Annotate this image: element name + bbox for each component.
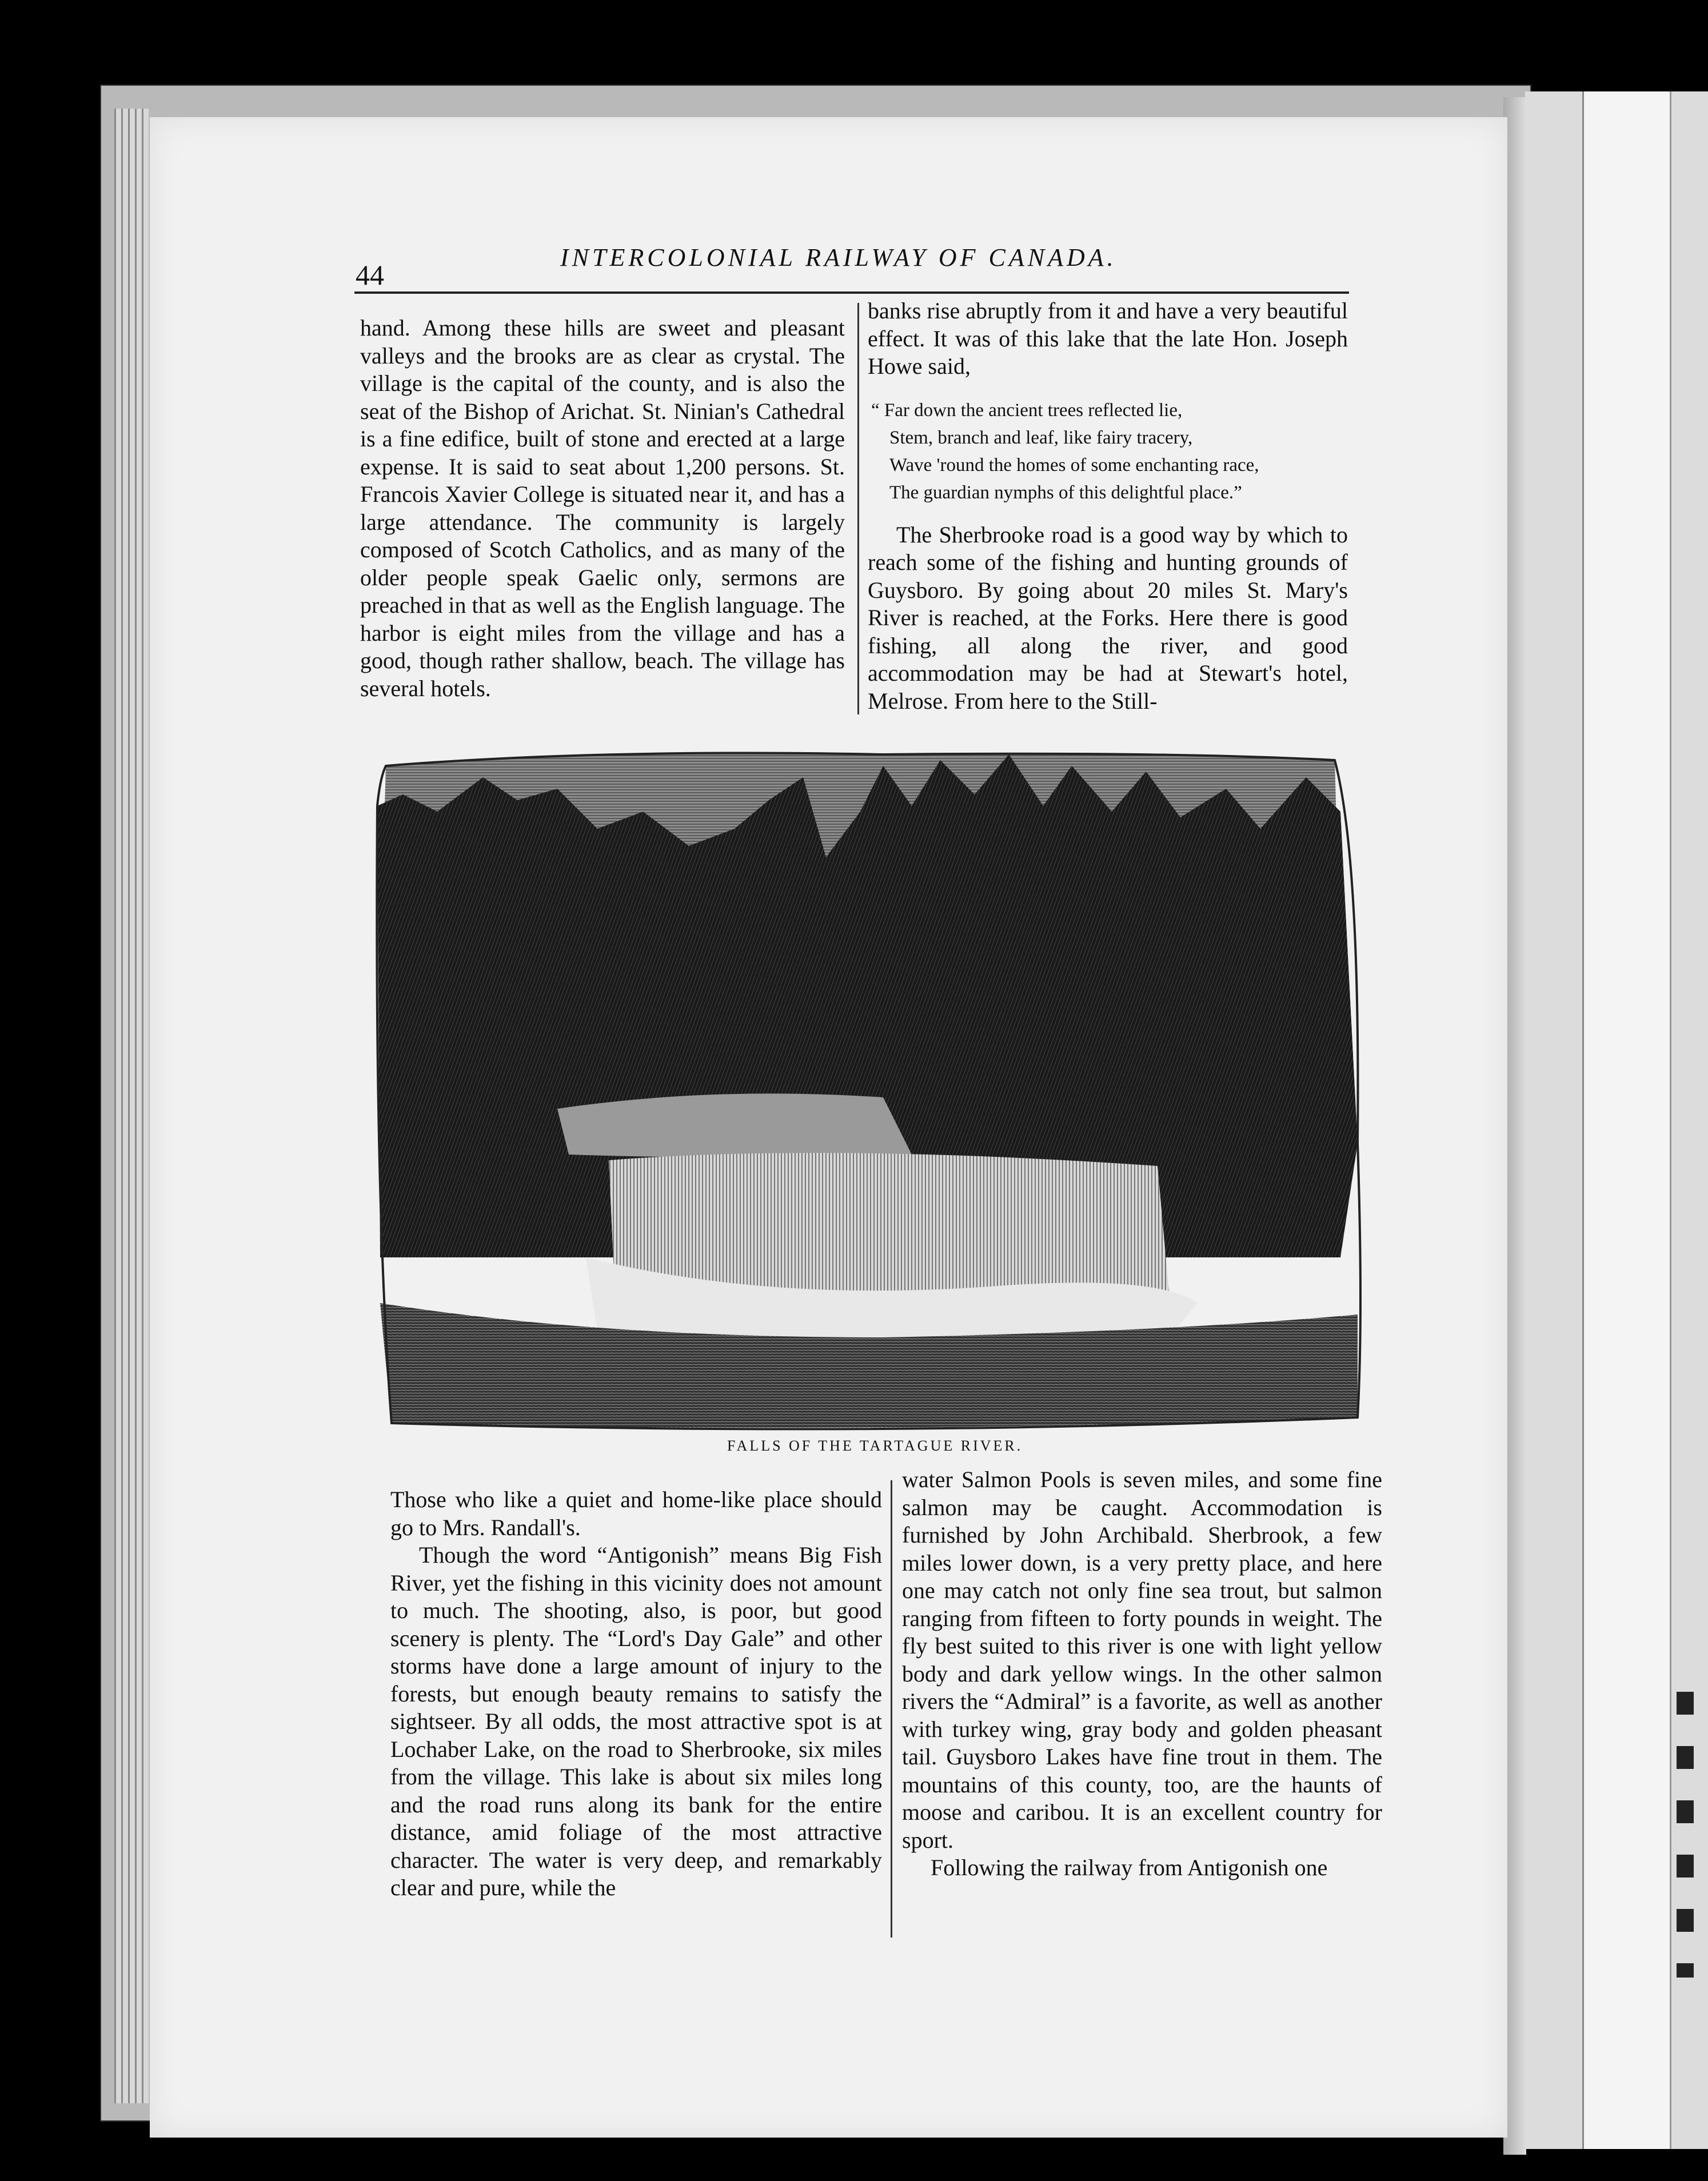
- column-divider-top: [857, 303, 859, 714]
- engraving-upper-falls: [557, 1093, 912, 1157]
- top-right-column: [868, 297, 1348, 715]
- page-stack-edges: [114, 109, 149, 2103]
- poem-line: “ Far down the ancient trees reflected lie,: [871, 400, 1183, 421]
- howe-poem: [871, 397, 1348, 506]
- paragraph: Though the word “Antigonish” means Big Fish River, yet the fishing in this vicinity does not amount to much. The shooting, also, is poor, but good scenery is plenty. The “Lord's Day Gale” and other storms have done a large amount of injury to the forests, but enough beauty remains to satisfy the sightseer. By all odds, the most attractive spot is at Lochaber Lake, on the road to Sherbrooke, six miles from the village. This lake is about six miles long and the road runs along its bank for the entire distance, amid foliage of the most attractive character. The water is very deep, and remarkably clear and pure, while the: [390, 1542, 882, 1900]
- top-left-column: [360, 314, 845, 702]
- paragraph: hand. Among these hills are sweet and pleasant valleys and the brooks are as clear as crystal. The village is the capital of the county, and is also the seat of the Bishop of Arichat. St. Ninian's Cathedral is a fine edifice, built of stone and erected at a large expense. It is said to seat about 1,200 persons. St. Francois Xavier College is situated near it, and has a large attendance. The community is largely composed of Scotch Catholics, and as many of the older people speak Gaelic only, sermons are preached in that as well as the English language. The harbor is eight miles from the village and has a good, though rather shallow, beach. The village has several hotels.: [360, 315, 845, 701]
- illustration-caption: FALLS OF THE TARTAGUE RIVER.: [727, 1437, 1023, 1454]
- paragraph: Those who like a quiet and home-like place should go to Mrs. Randall's.: [390, 1487, 882, 1540]
- facing-page-text-fragments: [1677, 1692, 1694, 1978]
- poem-line: Stem, branch and leaf, like fairy tracery,: [889, 427, 1193, 448]
- facing-page-strip: [1582, 91, 1671, 2149]
- paragraph: Following the railway from Antigonish one: [931, 1855, 1328, 1880]
- page-number: 44: [356, 259, 384, 291]
- poem-line: The guardian nymphs of this delightful place.”: [889, 482, 1242, 503]
- paragraph: banks rise abruptly from it and have a very beautiful effect. It was of this lake that the late Hon. Joseph Howe said,: [868, 298, 1348, 379]
- paragraph: water Salmon Pools is seven miles, and some fine salmon may be caught. Accommodation is furnished by John Archibald. Sherbrook, a few miles lower down, is a very pretty place, and here one may catch not only fine sea trout, but salmon ranging from fifteen to forty pounds in weight. The fly best suited to this river is one with light yellow body and dark yellow wings. In the other salmon rivers the “Admiral” is a favorite, as well as another with turkey wing, gray body and golden pheasant tail. Guysboro Lakes have fine trout in them. The mountains of this county, too, are the haunts of moose and caribou. It is an excellent country for sport.: [902, 1467, 1382, 1853]
- bottom-right-column: [902, 1466, 1382, 1882]
- facing-page-edge: [1525, 91, 1708, 2149]
- poem-line: Wave 'round the homes of some enchanting race,: [889, 454, 1259, 476]
- paragraph: The Sherbrooke road is a good way by which to reach some of the fishing and hunting grounds of Guysboro. By going about 20 miles St. Mary's River is reached, at the Forks. Here there is good fishing, all along the river, and good accommodation may be had at Stewart's hotel, Melrose. From here to the Still-: [868, 521, 1348, 714]
- running-head: INTERCOLONIAL RAILWAY OF CANADA.: [560, 243, 1117, 271]
- column-divider-bottom: [891, 1480, 892, 1938]
- header-rule: [354, 291, 1349, 294]
- bottom-left-column: [390, 1486, 882, 1902]
- waterfall-engraving: [369, 743, 1363, 1440]
